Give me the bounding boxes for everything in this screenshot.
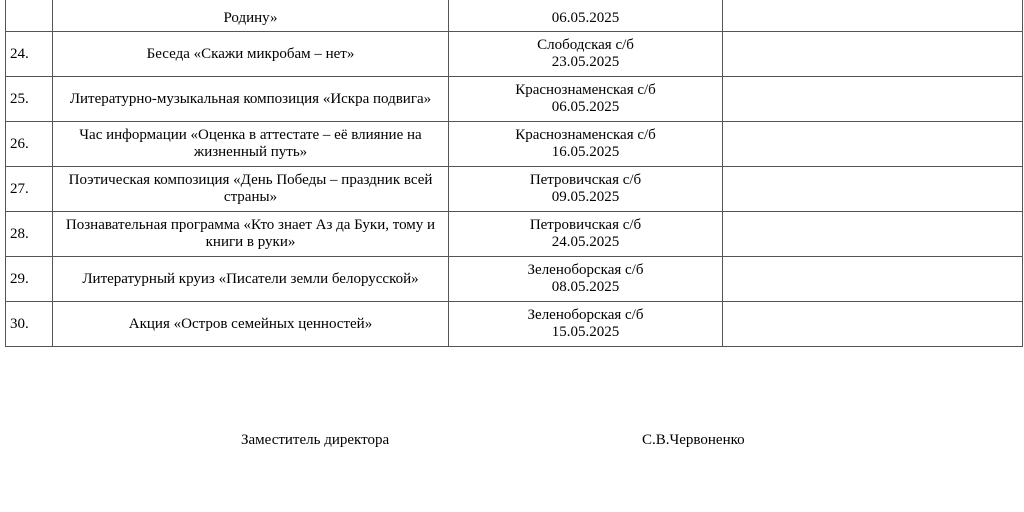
library-date — [449, 167, 723, 212]
library-date — [449, 122, 723, 167]
event-date: 24.05.2025 — [551, 234, 620, 250]
signer-name: С.В.Червоненко — [642, 432, 745, 448]
event-date: 15.05.2025 — [551, 324, 620, 340]
events-table — [5, 0, 1023, 347]
row-number: 27. — [6, 167, 53, 212]
library-name: Петровичская с/б — [529, 217, 642, 233]
event-title: Час информации «Оценка в аттестате – её влияние на жизненный путь» — [53, 122, 449, 167]
event-title: Литературный круиз «Писатели земли белорусской» — [53, 257, 449, 302]
event-title: Познавательная программа «Кто знает Аз да Буки, тому и книги в руки» — [53, 212, 449, 257]
library-name: Зеленоборская с/б — [527, 307, 644, 323]
event-title: Поэтическая композиция «День Победы – праздник всей страны» — [53, 167, 449, 212]
row-number — [6, 0, 53, 32]
row-number: 29. — [6, 257, 53, 302]
row-number: 28. — [6, 212, 53, 257]
library-date — [449, 77, 723, 122]
table-row — [6, 122, 1023, 167]
notes-cell — [723, 0, 1023, 32]
table-row — [6, 212, 1023, 257]
table-row — [6, 302, 1023, 347]
table-row — [6, 167, 1023, 212]
row-number: 24. — [6, 32, 53, 77]
event-date: 09.05.2025 — [551, 189, 620, 205]
table-row — [6, 257, 1023, 302]
table-row — [6, 0, 1023, 32]
library-date — [449, 302, 723, 347]
row-number: 30. — [6, 302, 53, 347]
library-name: Краснознаменская с/б — [515, 82, 656, 98]
event-title: Родину» — [53, 0, 449, 32]
event-date: 06.05.2025 — [551, 99, 620, 115]
signer-role: Заместитель директора — [241, 432, 390, 448]
event-title: Акция «Остров семейных ценностей» — [53, 302, 449, 347]
library-name: Петровичская с/б — [529, 172, 642, 188]
row-number: 25. — [6, 77, 53, 122]
event-date: 08.05.2025 — [551, 279, 620, 295]
notes-cell — [723, 257, 1023, 302]
library-date — [449, 257, 723, 302]
event-date: 16.05.2025 — [551, 144, 620, 160]
notes-cell — [723, 77, 1023, 122]
table-row — [6, 77, 1023, 122]
library-name: Краснознаменская с/б — [515, 127, 656, 143]
library-name: Зеленоборская с/б — [527, 262, 644, 278]
library-name: Слободская с/б — [537, 37, 634, 53]
notes-cell — [723, 302, 1023, 347]
library-date — [449, 212, 723, 257]
notes-cell — [723, 167, 1023, 212]
signature-block — [0, 432, 1024, 454]
event-title: Беседа «Скажи микробам – нет» — [53, 32, 449, 77]
row-number: 26. — [6, 122, 53, 167]
library-date — [449, 32, 723, 77]
notes-cell — [723, 212, 1023, 257]
notes-cell — [723, 122, 1023, 167]
library-date: 06.05.2025 — [449, 0, 723, 32]
table-row — [6, 32, 1023, 77]
event-title: Литературно-музыкальная композиция «Искра подвига» — [53, 77, 449, 122]
notes-cell — [723, 32, 1023, 77]
event-date: 23.05.2025 — [551, 54, 620, 70]
